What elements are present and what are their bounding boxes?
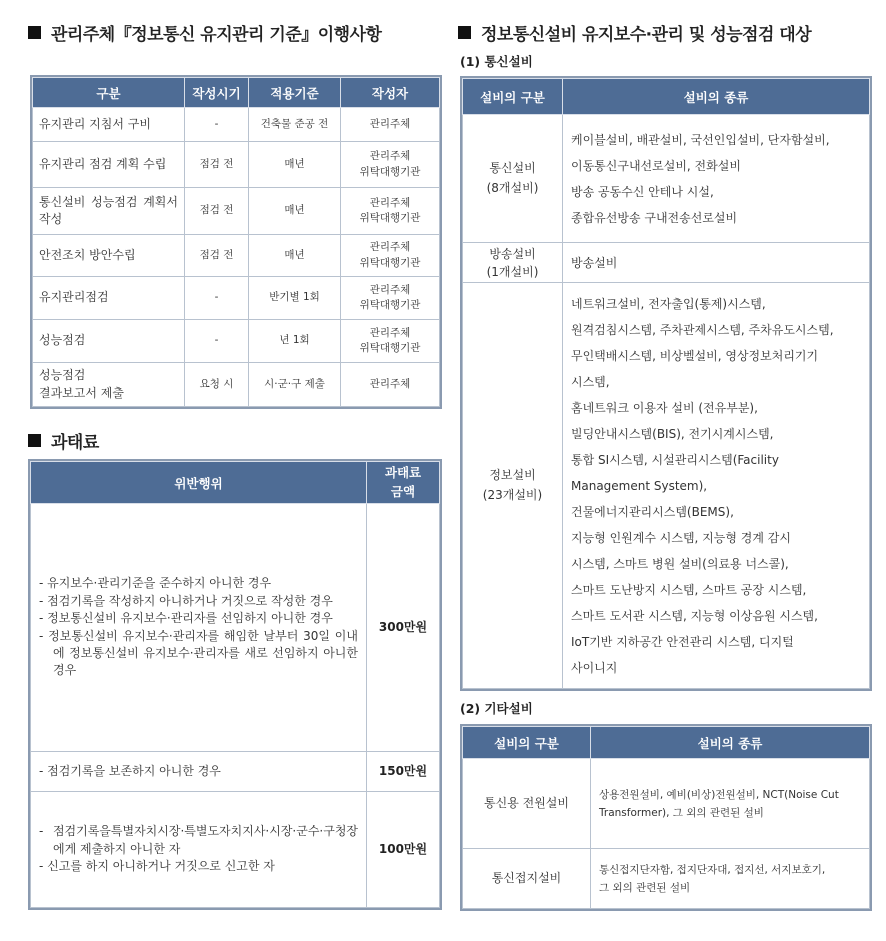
table-cell: 건축물 준공 전 (249, 108, 341, 142)
obligations-table (30, 75, 442, 409)
equipment-line: 지능형 인원계수 시스템, 지능형 경계 감시 (571, 530, 791, 545)
equipment-line: 건물에너지관리시스템(BEMS), (571, 504, 734, 519)
equipment-line: IoT기반 지하공간 안전관리 시스템, 디지털 (571, 634, 794, 649)
table-row (33, 320, 440, 363)
table-row (33, 188, 440, 235)
table-cell: - (185, 320, 249, 363)
heading-text: 정보통신설비 유지보수·관리 및 성능점검 대상 (481, 25, 812, 45)
section-title-communication: (1) 통신설비 (460, 54, 533, 69)
table-cell: 유지관리 지침서 구비 (33, 108, 185, 142)
list-item: - 점검기록을특별자치시장·특별도자치지사·시장·군수·구청장에게 제출하지 아니한 자 (39, 823, 358, 858)
table-cell: 통신설비 성능점검 계획서 작성 (33, 188, 185, 235)
list-item: - 점검기록을 작성하지 아니하거나 거짓으로 작성한 경우 (39, 593, 358, 610)
violation-list (39, 575, 358, 679)
equipment-list (591, 849, 870, 909)
fine-amount: 100만원 (367, 792, 440, 908)
table-cell: 관리주체 위탁대행기관 (341, 277, 440, 320)
square-bullet-icon (28, 26, 41, 39)
table-row (463, 243, 870, 283)
fine-amount: 150만원 (367, 752, 440, 792)
other-equipment-table (460, 724, 872, 911)
category-cell: 통신설비 (8개설비) (463, 115, 563, 243)
table-row (463, 849, 870, 909)
column-header: 과태료 금액 (367, 462, 440, 504)
column-header: 작성시기 (185, 78, 249, 108)
fine-table (28, 459, 442, 910)
section-title-other: (2) 기타설비 (460, 701, 533, 716)
table-row (31, 504, 440, 752)
equipment-line: 방송 공동수신 안테나 시설, (571, 184, 714, 199)
table-cell: 관리주체 (341, 363, 440, 407)
table-row (33, 142, 440, 188)
table-cell: 관리주체 (341, 108, 440, 142)
category-cell: 정보설비 (23개설비) (463, 283, 563, 689)
table-cell: - (185, 277, 249, 320)
violation-list (39, 823, 358, 875)
equipment-line: 통합 SI시스템, 시설관리시스템(Facility (571, 452, 779, 467)
table-cell: 안전조치 방안수립 (33, 235, 185, 277)
heading-text: 관리주체『정보통신 유지관리 기준』이행사항 (51, 25, 382, 45)
table-row (33, 277, 440, 320)
table-cell: 요청 시 (185, 363, 249, 407)
category-cell: 방송설비 (1개설비) (463, 243, 563, 283)
violation-list (39, 763, 358, 780)
table-header-row (463, 79, 870, 115)
column-header: 설비의 구분 (463, 79, 563, 115)
violation-cell (31, 752, 367, 792)
column-header: 설비의 종류 (591, 727, 870, 759)
table-row (31, 752, 440, 792)
equipment-line: 통신접지단자함, 접지단자대, 접지선, 서지보호기, (599, 863, 826, 876)
table-row (463, 759, 870, 849)
table-cell: 반기별 1회 (249, 277, 341, 320)
list-item: - 정보통신설비 유지보수·관리자를 해임한 날부터 30일 이내에 정보통신설비 유지보수·관리자를 새로 선임하지 아니한 경우 (39, 628, 358, 680)
table-cell: 매년 (249, 188, 341, 235)
equipment-line: 빌딩안내시스템(BIS), 전기시계시스템, (571, 426, 774, 441)
violation-cell (31, 504, 367, 752)
list-item: - 신고를 하지 아니하거나 거짓으로 신고한 자 (39, 858, 358, 875)
column-header: 구분 (33, 78, 185, 108)
communication-equipment-table (460, 76, 872, 691)
table-cell: 성능점검 (33, 320, 185, 363)
column-header: 설비의 구분 (463, 727, 591, 759)
column-header: 설비의 종류 (563, 79, 870, 115)
table-header-row (31, 462, 440, 504)
equipment-line: 이동통신구내선로설비, 전화설비 (571, 158, 741, 173)
table-cell: 년 1회 (249, 320, 341, 363)
list-item: - 점검기록을 보존하지 아니한 경우 (39, 763, 358, 780)
table-cell: 매년 (249, 142, 341, 188)
table-row (33, 235, 440, 277)
equipment-line: 사이니지 (571, 660, 618, 675)
equipment-list (591, 759, 870, 849)
equipment-line: Management System), (571, 478, 708, 493)
table-cell: 관리주체 위탁대행기관 (341, 188, 440, 235)
square-bullet-icon (458, 26, 471, 39)
equipment-line: 종합유선방송 구내전송선로설비 (571, 210, 738, 225)
inspection-target-heading (458, 20, 811, 45)
category-cell: 통신용 전원설비 (463, 759, 591, 849)
table-cell: 점검 전 (185, 142, 249, 188)
equipment-line: 방송설비 (571, 255, 618, 270)
table-cell: 매년 (249, 235, 341, 277)
equipment-list (563, 243, 870, 283)
equipment-line: 시스템, (571, 374, 610, 389)
equipment-line: 원격검침시스템, 주차관제시스템, 주차유도시스템, (571, 322, 834, 337)
fine-amount: 300만원 (367, 504, 440, 752)
maintenance-obligations-heading (28, 20, 381, 45)
equipment-list (563, 115, 870, 243)
equipment-line: 네트워크설비, 전자출입(통제)시스템, (571, 296, 766, 311)
table-row (33, 363, 440, 407)
table-cell: 점검 전 (185, 188, 249, 235)
column-header: 위반행위 (31, 462, 367, 504)
table-cell: 점검 전 (185, 235, 249, 277)
equipment-line: 그 외의 관련된 설비 (599, 881, 691, 894)
table-cell: 관리주체 위탁대행기관 (341, 235, 440, 277)
list-item: - 유지보수·관리기준을 준수하지 아니한 경우 (39, 575, 358, 592)
heading-text: 과태료 (51, 433, 99, 453)
table-row (463, 283, 870, 689)
equipment-line: 케이블설비, 배관설비, 국선인입설비, 단자함설비, (571, 132, 830, 147)
column-header: 작성자 (341, 78, 440, 108)
list-item: - 정보통신설비 유지보수·관리자를 선임하지 아니한 경우 (39, 610, 358, 627)
table-header-row (33, 78, 440, 108)
fine-heading (28, 428, 99, 453)
equipment-line: 시스템, 스마트 병원 설비(의료용 너스콜), (571, 556, 789, 571)
table-row (31, 792, 440, 908)
table-cell: 관리주체 위탁대행기관 (341, 142, 440, 188)
category-cell: 통신접지설비 (463, 849, 591, 909)
equipment-line: Transformer), 그 외의 관련된 설비 (599, 806, 764, 819)
violation-cell (31, 792, 367, 908)
table-row (33, 108, 440, 142)
table-cell: 유지관리점검 (33, 277, 185, 320)
table-header-row (463, 727, 870, 759)
equipment-line: 상용전원설비, 예비(비상)전원설비, NCT(Noise Cut (599, 788, 839, 801)
table-cell: - (185, 108, 249, 142)
table-row (463, 115, 870, 243)
equipment-line: 무인택배시스템, 비상벨설비, 영상정보처리기기 (571, 348, 819, 363)
column-header: 적용기준 (249, 78, 341, 108)
equipment-line: 스마트 도서관 시스템, 지능형 이상음원 시스템, (571, 608, 818, 623)
square-bullet-icon (28, 434, 41, 447)
table-cell: 성능점검 결과보고서 제출 (33, 363, 185, 407)
equipment-line: 홈네트워크 이용자 설비 (전유부분), (571, 400, 758, 415)
table-cell: 유지관리 점검 계획 수립 (33, 142, 185, 188)
table-cell: 시·군·구 제출 (249, 363, 341, 407)
equipment-list (563, 283, 870, 689)
table-cell: 관리주체 위탁대행기관 (341, 320, 440, 363)
equipment-line: 스마트 도난방지 시스템, 스마트 공장 시스템, (571, 582, 807, 597)
